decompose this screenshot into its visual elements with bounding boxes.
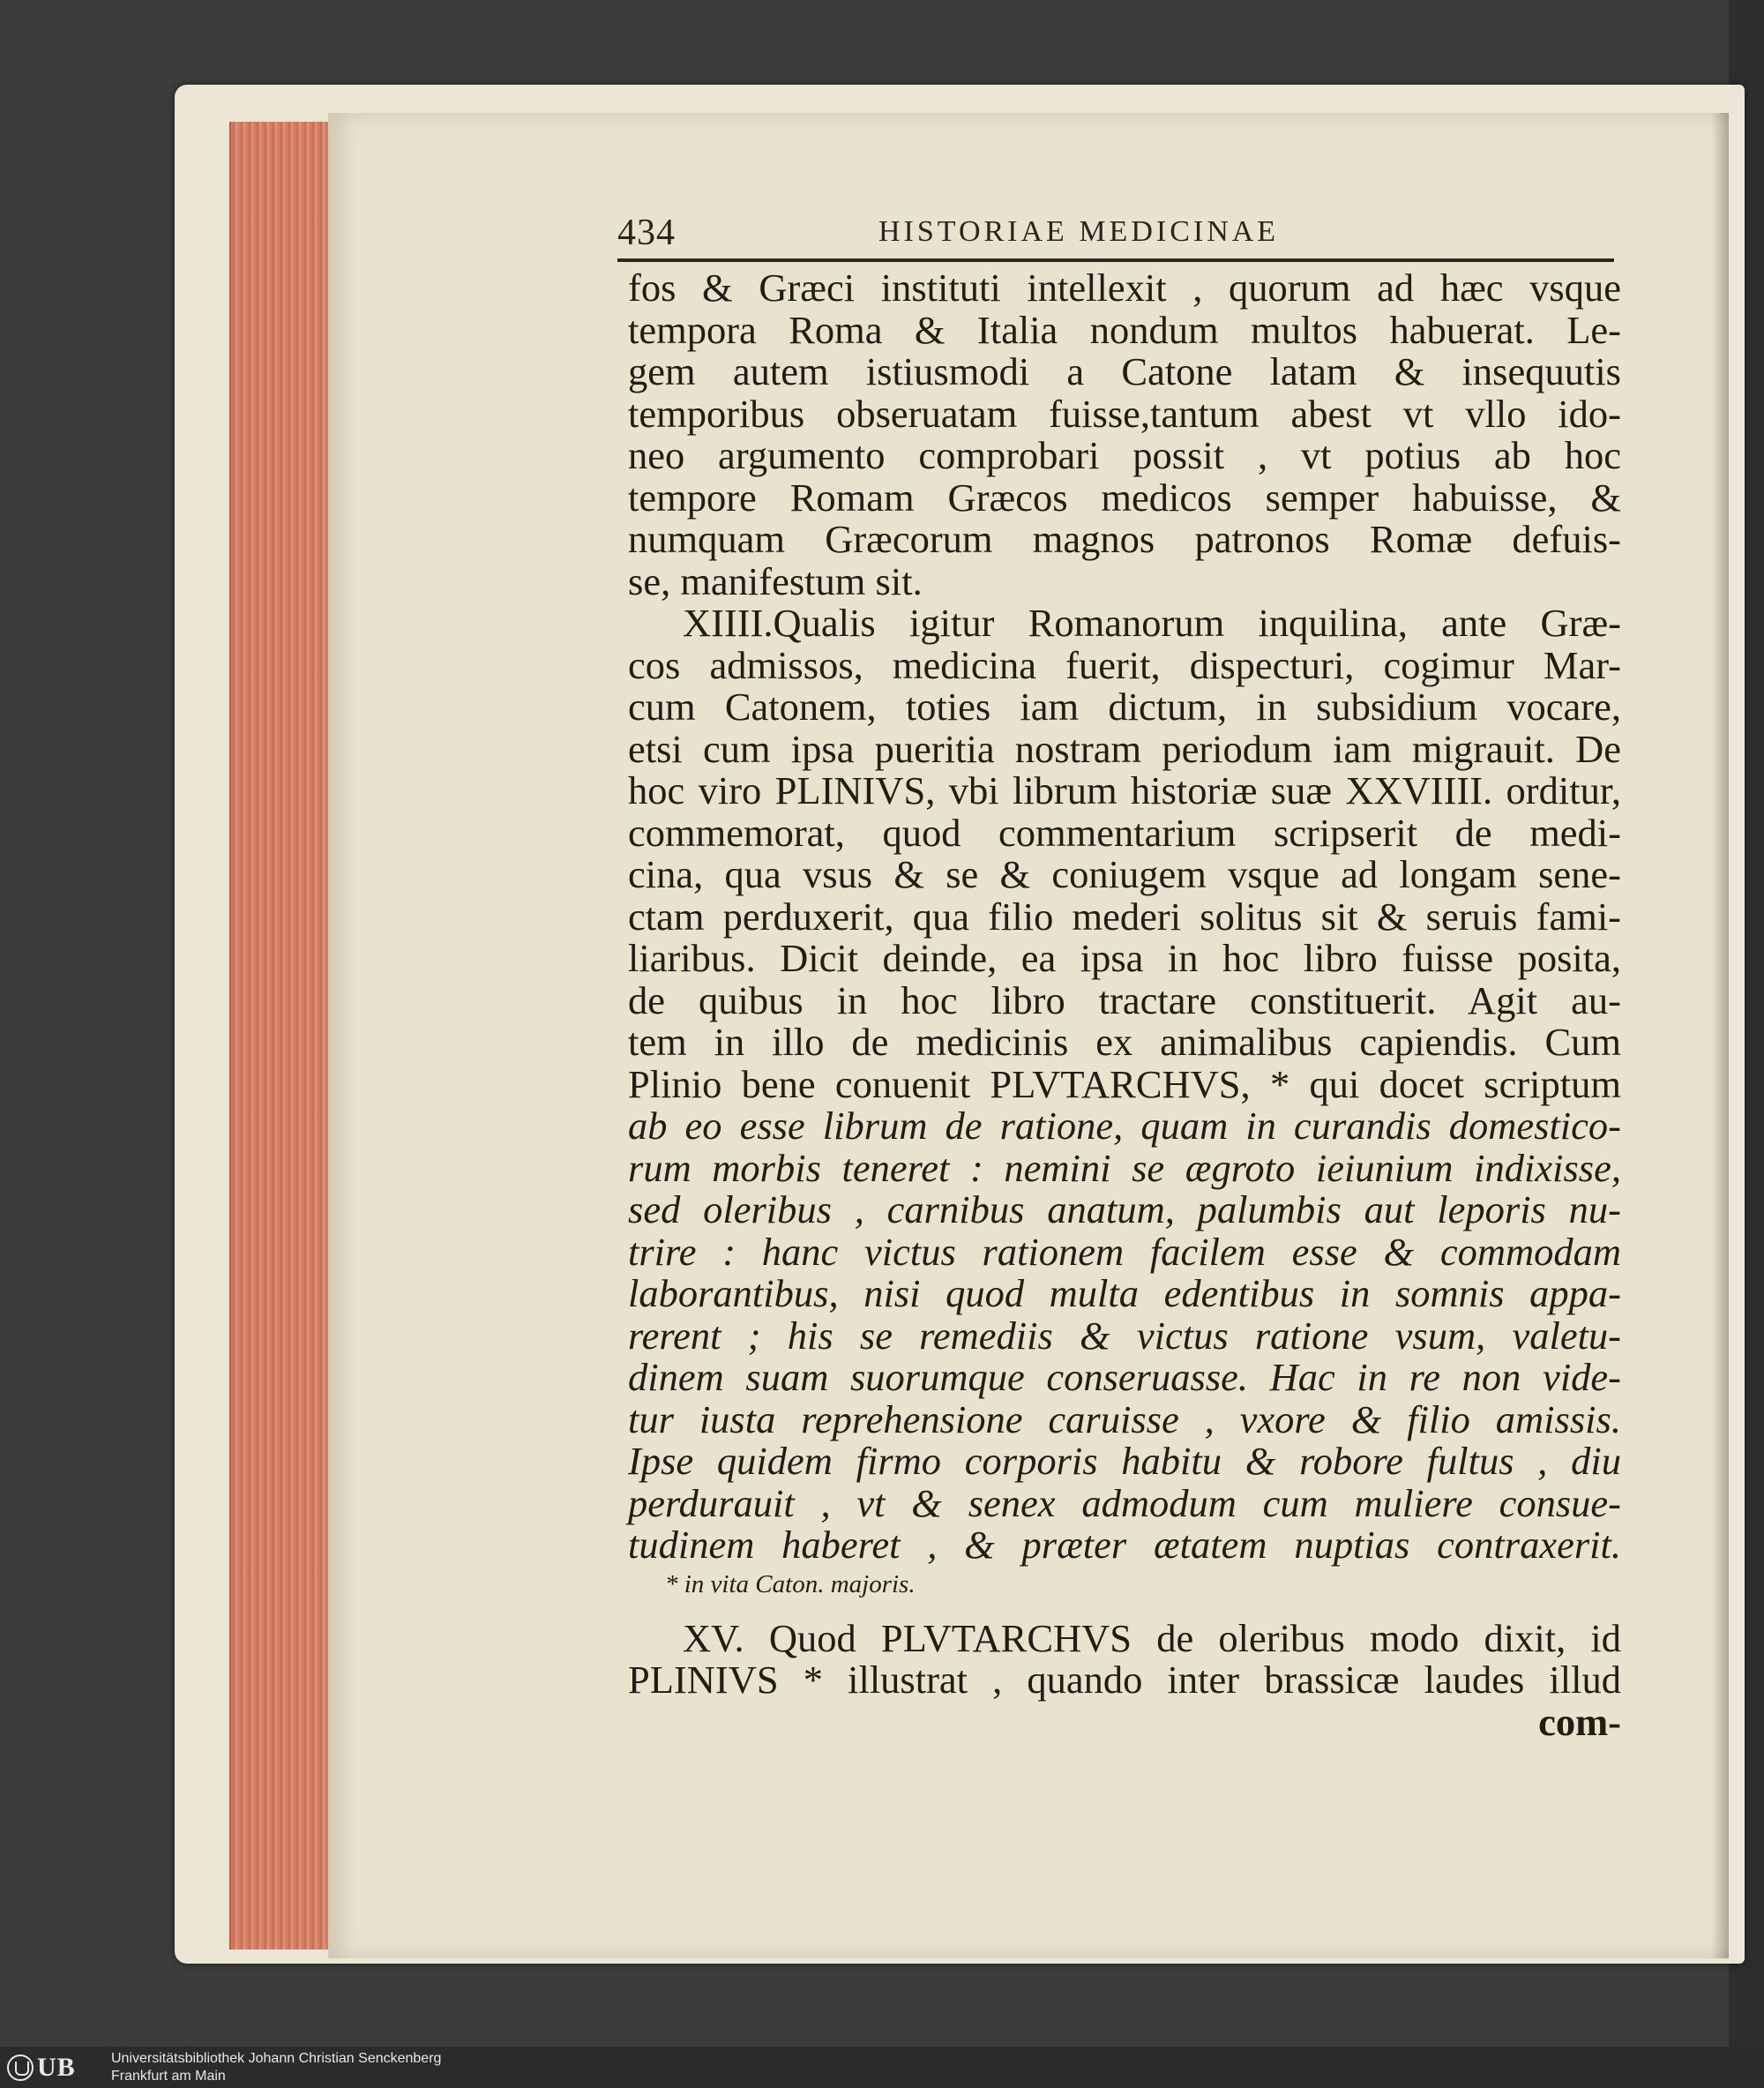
institution-name [111,2050,441,2085]
text-line: cos admissos, medicina fuerit, dispecturi, cogimur Mar- [628,642,1621,687]
text-line: neo argumento comprobari possit , vt potius ab hoc [628,433,1621,477]
text-line: commemorat, quod commentarium scripserit de medi- [628,810,1621,855]
text-line: Plinio bene conuenit PLVTARCHVS, * qui docet scriptum [628,1061,1621,1106]
institution-line-1: Universitätsbibliothek Johann Christian Senckenberg [111,2051,442,2066]
text-line: rerent ; his se remediis & victus ratione vsum, valetu- [628,1313,1621,1358]
page-number: 434 [617,213,676,253]
text-line: tem in illo de medicinis ex animalibus capiendis. Cum [628,1020,1621,1064]
page-edge-red [229,122,335,1950]
text-line: Ipse quidem firmo corporis habitu & robore fultus , diu [628,1439,1621,1483]
text-line: tempora Roma & Italia nondum multos habuerat. Le- [628,307,1621,352]
ub-logo [7,2053,102,2083]
ub-logo-text: UB [37,2053,76,2082]
text-line: ab eo esse librum de ratione, quam in curandis domestico- [628,1104,1621,1148]
text-line: se, manifestum sit. [628,558,923,603]
catchword: com- [1538,1699,1621,1744]
text-line: sed oleribus , carnibus anatum, palumbis aut leporis nu- [628,1187,1621,1231]
text-line: XV. Quod PLVTARCHVS de oleribus modo dixit, id [683,1615,1621,1660]
text-line: fos & Græci instituti intellexit , quorum ad hæc vsque [628,266,1621,310]
text-line: numquam Græcorum magnos patronos Romæ defuis- [628,517,1621,561]
text-line: rum morbis teneret : nemini se ægroto ieiunium indixisse, [628,1145,1621,1190]
text-line: etsi cum ipsa pueritia nostram periodum iam migrauit. De [628,726,1621,771]
footnote: * in vita Caton. majoris. [665,1569,916,1598]
text-line: de quibus in hoc libro tractare constituerit. Agit au- [628,977,1621,1022]
page-shadow [1711,113,1729,1958]
ub-emblem-icon [7,2054,34,2081]
paragraph-gap [628,1602,1621,1618]
text-line: ctam perduxerit, qua filio mederi solitus sit & seruis fami- [628,894,1621,939]
text-line: temporibus obseruatam fuisse,tantum abest vt vllo ido- [628,391,1621,436]
text-line: tur iusta reprehensione caruisse , vxore & filio amissis. [628,1396,1621,1441]
body-text [628,267,1621,1743]
text-line: tempore Romam Græcos medicos semper habuisse, & [628,475,1621,520]
running-head: HISTORIAE MEDICINAE [878,215,1280,248]
footer-bar [0,2047,1764,2088]
header-rule [617,258,1614,262]
page-header [617,212,1614,256]
text-line: cum Catonem, toties iam dictum, in subsidium vocare, [628,685,1621,729]
text-line: PLINIVS * illustrat , quando inter brassicæ laudes illud [628,1658,1621,1702]
text-line: dinem suam suorumque conseruasse. Hac in re non vide- [628,1355,1621,1399]
institution-line-2: Frankfurt am Main [111,2069,226,2084]
text-line: hoc viro PLINIVS, vbi librum historiæ suæ XXVIIII. orditur, [628,768,1621,812]
text-line: tudinem haberet , & præter ætatem nuptias contraxerit. [628,1523,1621,1567]
text-line: XIIII.Qualis igitur Romanorum inquilina, ante Græ- [683,601,1621,645]
text-line: perdurauit , vt & senex admodum cum muliere consue- [628,1480,1621,1525]
text-line: cina, qua vsus & se & coniugem vsque ad longam sene- [628,852,1621,896]
text-line: laborantibus, nisi quod multa edentibus in somnis appa- [628,1271,1621,1315]
text-line: gem autem istiusmodi a Catone latam & insequutis [628,349,1621,393]
text-line: liaribus. Dicit deinde, ea ipsa in hoc libro fuisse posita, [628,936,1621,980]
text-line: trire : hanc victus rationem facilem esse & commodam [628,1229,1621,1274]
